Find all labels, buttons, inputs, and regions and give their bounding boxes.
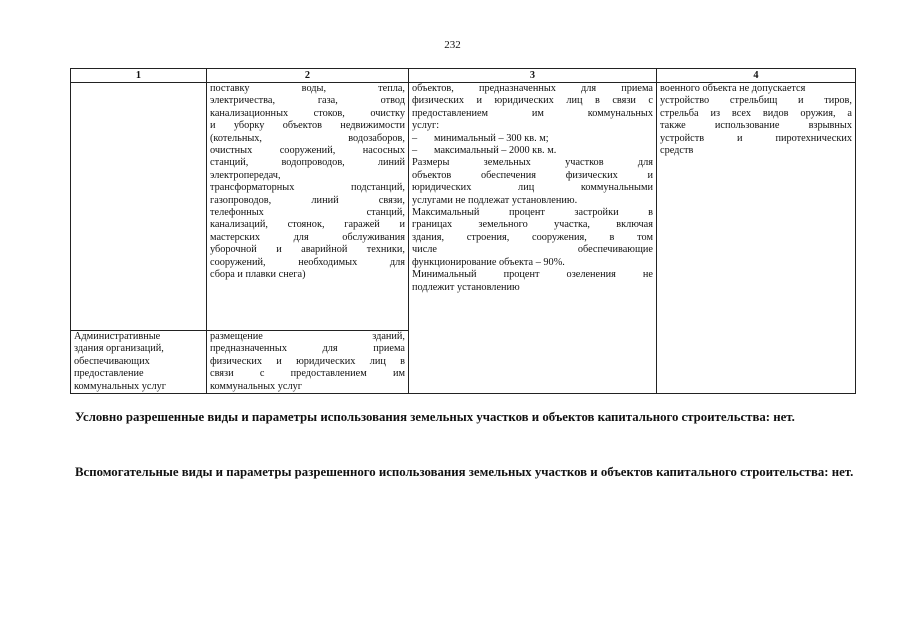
text-line: электропередач,	[210, 169, 281, 181]
row1-col3-cell	[409, 83, 657, 394]
text-line: устройство стрельбищ и тиров,	[660, 95, 852, 107]
text-line: предоставление	[74, 368, 144, 380]
text-line: обеспечивающих	[74, 355, 150, 367]
text-line: канализаций, стоянок, гаражей и	[210, 219, 405, 231]
column-header-3: 3	[409, 69, 657, 83]
list-item: – минимальный – 300 кв. м;	[412, 132, 549, 144]
text-line: (котельных, водозаборов,	[210, 132, 405, 144]
text-line: Административные	[74, 331, 161, 342]
text-line: телефонных станций,	[210, 207, 405, 219]
text-line: здания организаций,	[74, 343, 164, 355]
row2-col2-cell	[207, 331, 409, 394]
text-line: стрельба из всех видов оружия, а	[660, 107, 852, 119]
text-line: трансформаторных подстанций,	[210, 182, 405, 194]
text-line: объектов обеспечения физических и	[412, 169, 653, 181]
text-line: функционирование объекта – 90%.	[412, 256, 565, 268]
table-header-row	[71, 69, 856, 83]
row1-col1-cell	[71, 83, 207, 331]
text-line: устройств и пиротехнических	[660, 132, 852, 144]
text-line: станций, водопроводов, линий	[210, 157, 405, 169]
list-item: – максимальный – 2000 кв. м.	[412, 145, 557, 157]
text-line: сооружений, необходимых для	[210, 256, 405, 268]
column-header-2: 2	[207, 69, 409, 83]
text-line: поставку воды, тепла,	[210, 83, 405, 94]
text-line: канализационных стоков, очистку	[210, 107, 405, 119]
auxiliary-uses-paragraph: Вспомогательные виды и параметры разрешенного использования земельных участков и объектов капитального строительства: нет.	[75, 465, 854, 479]
text-line: услугами не подлежат установлению.	[412, 194, 578, 206]
text-line: Размеры земельных участков для	[412, 157, 653, 169]
text-line: предоставлением им коммунальных	[412, 107, 653, 119]
column-header-4: 4	[657, 69, 856, 83]
text-line: военного объекта не допускается	[660, 83, 806, 94]
page-number: 232	[444, 39, 461, 51]
text-line: объектов, предназначенных для приема	[412, 83, 653, 94]
text-line: здания, строения, сооружения, в том	[412, 231, 653, 243]
text-line: Минимальный процент озеленения не	[412, 269, 653, 281]
text-line: коммунальных услуг	[74, 380, 166, 392]
text-line: коммунальных услуг	[210, 380, 302, 392]
text-line: и уборку объектов недвижимости	[210, 120, 405, 132]
text-line: уборочной и аварийной техники,	[210, 244, 405, 256]
row2-col1-cell	[71, 331, 207, 394]
zoning-table	[70, 68, 856, 394]
text-line: очистных сооружений, насосных	[210, 145, 405, 157]
row1-col2-cell	[207, 83, 409, 331]
text-line: границах земельного участка, включая	[412, 219, 653, 231]
text-line: связи с предоставлением им	[210, 368, 405, 380]
text-line: Максимальный процент застройки в	[412, 207, 653, 219]
text-line: газопроводов, линий связи,	[210, 194, 405, 206]
text-line: услуг:	[412, 120, 440, 132]
text-line: физических и юридических лиц в связи с	[412, 95, 653, 107]
text-line: юридических лиц коммунальными	[412, 182, 653, 194]
text-line: подлежит установлению	[412, 281, 520, 293]
text-line: средств	[660, 145, 694, 157]
text-line: числе обеспечивающие	[412, 244, 653, 256]
text-line: предназначенных для приема	[210, 343, 405, 355]
text-line: сбора и плавки снега)	[210, 269, 306, 281]
text-line: физических и юридических лиц в	[210, 355, 405, 367]
conditional-uses-paragraph: Условно разрешенные виды и параметры использования земельных участков и объектов капитального строительства: нет.	[75, 410, 795, 424]
column-header-1: 1	[71, 69, 207, 83]
text-line: мастерских для обслуживания	[210, 231, 405, 243]
table-row	[71, 83, 856, 331]
text-line: также использование взрывных	[660, 120, 852, 132]
row1-col4-cell	[657, 83, 856, 394]
text-line: электричества, газа, отвод	[210, 95, 405, 107]
text-line: размещение зданий,	[210, 331, 405, 342]
